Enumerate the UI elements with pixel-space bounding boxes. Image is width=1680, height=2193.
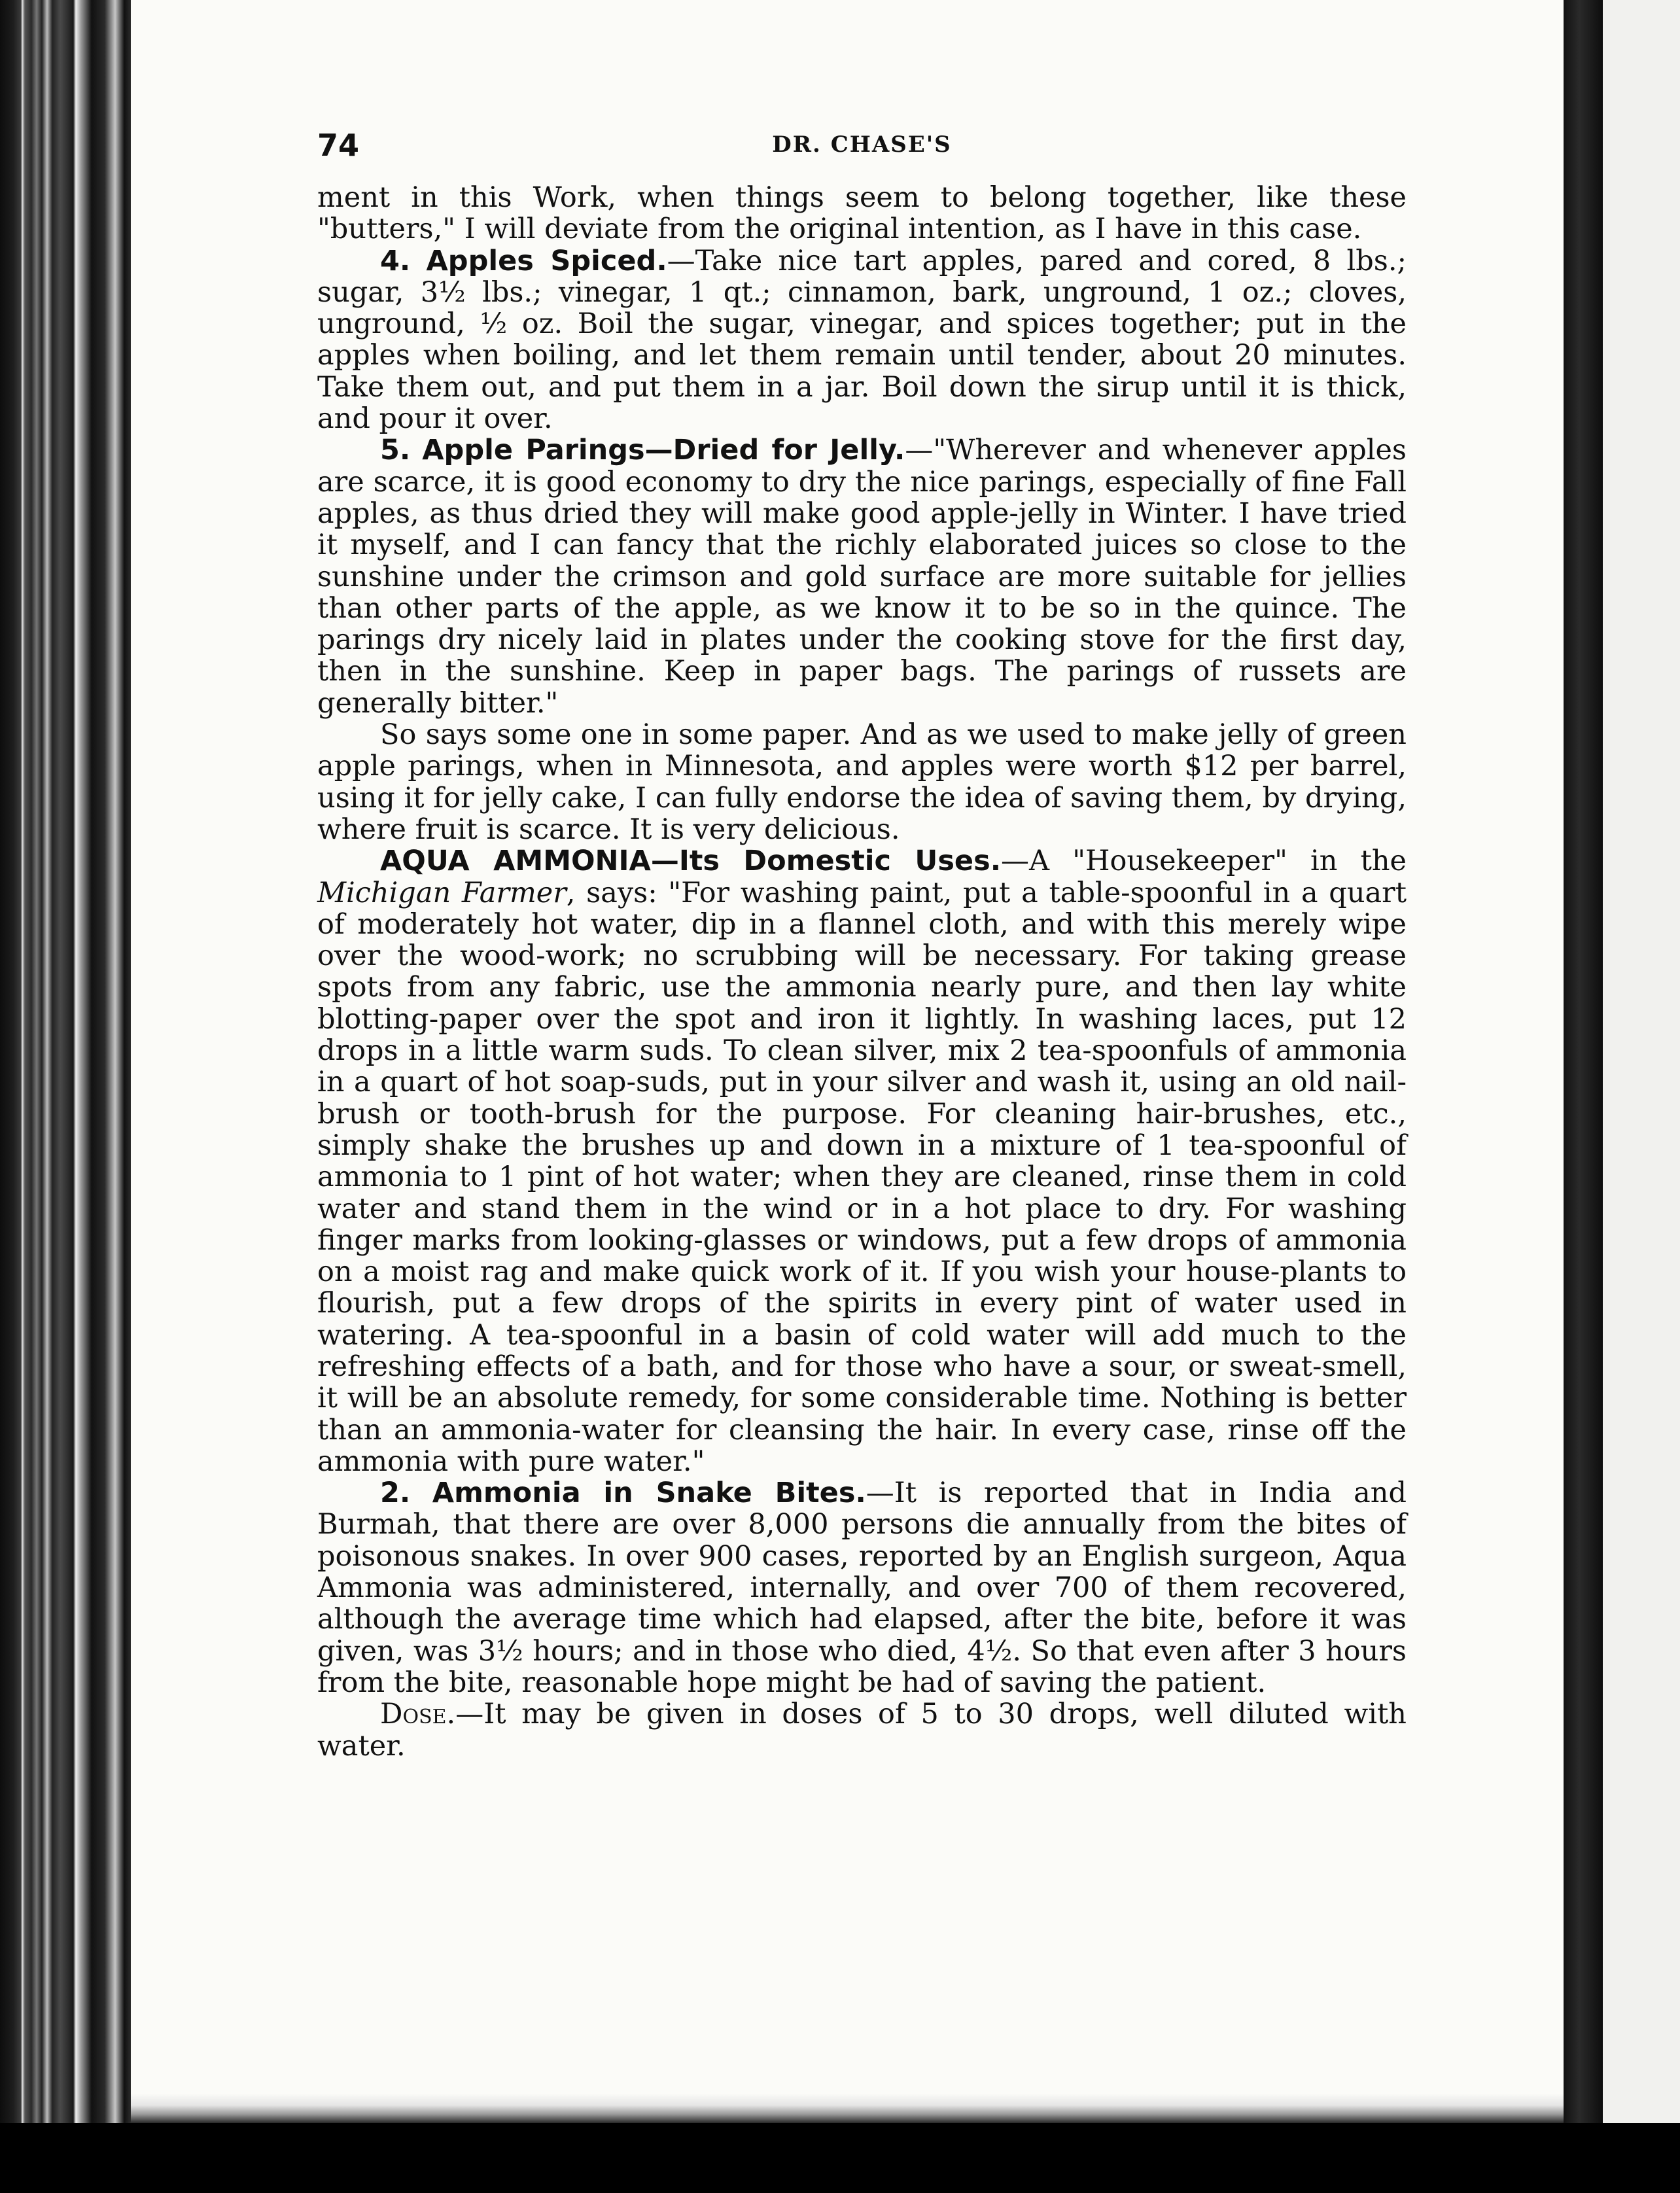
recipe-number: 4.	[380, 244, 411, 277]
recipe-text: , says: "For washing paint, put a table-spoonful in a quart of moderately hot water, dip in a flannel cloth, and with this merely wipe over the wood-work; no scrubbing will be necessary. For taking grease spots from any fabric, use the ammonia nearly pure, and then lay white blotting-paper over the spot and iron it lightly. In washing laces, put 12 drops in a little warm suds. To clean silver, mix 2 tea-spoonfuls of ammonia in a quart of hot soap-suds, put in your silver and wash it, using an old nail-brush or tooth-brush for the purpose. For cleaning hair-brushes, etc., simply shake the brushes up and down in a mixture of 1 tea-spoonful of ammonia to 1 pint of hot water; when they are cleaned, rinse them in cold water and stand them in the wind or in a hot place to dry. For washing finger marks from looking-glasses or windows, put a few drops of ammonia on a moist rag and make quick work of it. If you wish your house-plants to flourish, put a few drops of the spirits in every pint of water used in watering. A tea-spoonful in a basin of cold water will add much to the refreshing effects of a bath, and for those who have a sour, or sweat-smell, it will be an absolute remedy, for some considerable time. Nothing is better than an ammonia-water for cleansing the hair. In every case, rinse off the ammonia with pure water."	[317, 876, 1407, 1478]
recipe-text: —"Wherever and whenever apples are scarce, it is good economy to dry the nice parings, especially of fine Fall apples, as thus dried they will make good apple-jelly in Winter. I have tried it myself, and I can fancy that the richly elaborated juices so close to the sunshine under the crimson and gold surface are more suitable for jellies than other parts of the apple, as we know it to be so in the quince. The parings dry nicely laid in plates under the cooking stove for the first day, then in the sunshine. Keep in paper bags. The parings of russets are generally bitter."	[317, 434, 1407, 720]
paragraph-intro	[317, 182, 1407, 245]
running-title: DR. CHASE'S	[772, 132, 952, 158]
page-stack-bottom	[131, 2094, 1564, 2123]
dose-paragraph	[317, 1698, 1407, 1762]
scan-border-bottom	[0, 2123, 1680, 2193]
dose-text: —It may be given in doses of 5 to 30 drops, well diluted with water.	[317, 1698, 1407, 1763]
recipe-title: Apples Spiced.	[426, 244, 667, 277]
recipe-text: —It is reported that in India and Burmah, that there are over 8,000 persons die annually from the bites of poisonous snakes. In over 900 cases, reported by an English surgeon, Aqua Ammonia was administered, internally, and over 700 of them recovered, although the average time which had elapsed, after the bite, before it was given, was 3½ hours; and in those who died, 4½. So that even after 3 hours from the bite, reasonable hope might be had of saving the patient.	[317, 1477, 1407, 1699]
author-comment	[317, 719, 1407, 845]
recipe-snake-bites	[317, 1477, 1407, 1698]
recipe-title: AQUA AMMONIA—Its Domestic Uses.	[380, 845, 1002, 878]
recipe-title: Apple Parings—Dried for Jelly.	[422, 434, 905, 467]
recipe-apples-spiced	[317, 245, 1407, 435]
dose-label: Dose.	[380, 1698, 456, 1731]
recipe-number: 2.	[380, 1477, 411, 1510]
recipe-aqua-ammonia	[317, 845, 1407, 1477]
recipe-apple-parings	[317, 434, 1407, 719]
recipe-text: —Take nice tart apples, pared and cored, 8 lbs.; sugar, 3½ lbs.; vinegar, 1 qt.; cinnamon, bark, unground, 1 oz.; cloves, unground, ½ oz. Boil the sugar, vinegar, and spices together; put in the apples when boiling, and let them remain until tender, about 20 minutes. Take them out, and put them in a jar. Boil down the sirup until it is thick, and pour it over.	[317, 244, 1407, 436]
page-body	[317, 182, 1407, 1762]
facing-page-edge	[1603, 0, 1680, 2193]
source-publication: Michigan Farmer	[317, 876, 567, 909]
running-head	[317, 128, 1407, 173]
book-spine-edge	[0, 0, 131, 2193]
recipe-text: —A "Housekeeper" in the	[1001, 845, 1407, 878]
recipe-title: Ammonia in Snake Bites.	[432, 1477, 866, 1510]
page-number: 74	[317, 128, 360, 163]
recipe-number: 5.	[380, 434, 411, 467]
paragraph-text: So says some one in some paper. And as we used to make jelly of green apple parings, when in Minnesota, and apples were worth $12 per barrel, using it for jelly cake, I can fully endorse the idea of saving them, by drying, where fruit is scarce. It is very delicious.	[317, 718, 1407, 846]
gutter-shadow	[1564, 0, 1603, 2193]
paragraph-text: ment in this Work, when things seem to belong together, like these "butters," I will deviate from the original intention, as I have in this case.	[317, 181, 1407, 246]
